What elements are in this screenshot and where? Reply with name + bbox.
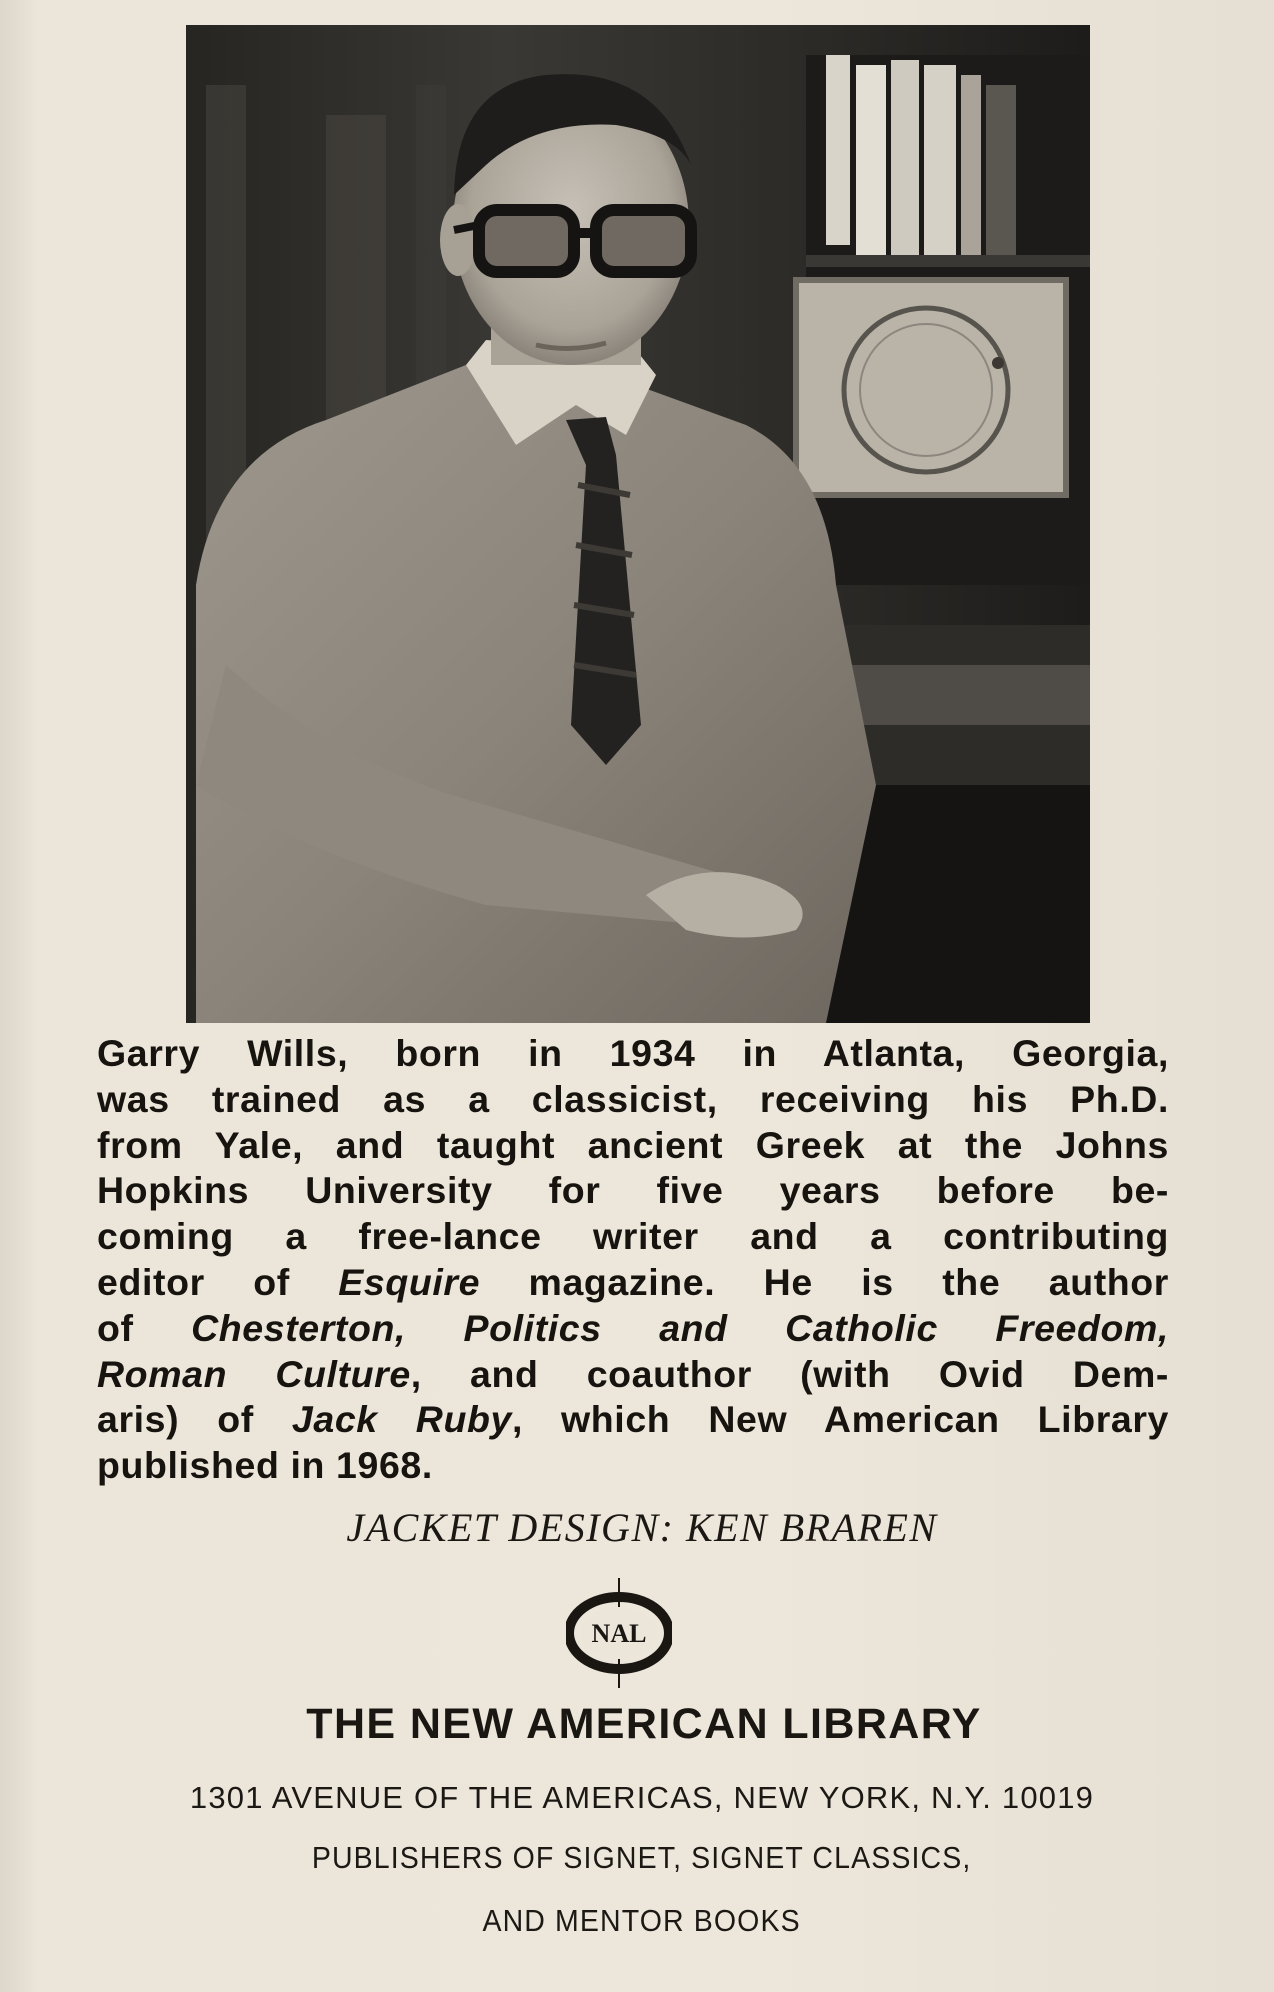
bio-text: published in 1968. [97,1444,433,1487]
bio-line [97,1443,1169,1489]
author-bio [97,1031,1169,1489]
author-portrait-image [186,25,1090,1023]
jacket-design-credit: JACKET DESIGN: KEN BRAREN [346,1505,938,1550]
bio-line [97,1123,1169,1169]
bio-line [97,1306,1169,1352]
bio-line [97,1031,1169,1077]
bio-text: Hopkins University for five years before be- [97,1169,1169,1212]
bio-title-italic: Esquire [338,1260,481,1303]
publisher-imprints-line2: AND MENTOR BOOKS [482,1903,801,1938]
bio-text: coming a free-lance writer and a contributing [97,1215,1169,1258]
bio-text: from Yale, and taught ancient Greek at the Johns [97,1123,1169,1166]
bio-text: aris) of [97,1398,292,1441]
bio-text: of [97,1306,192,1349]
bio-text: Garry Wills, born in 1934 in Atlanta, Georgia, [97,1032,1169,1074]
bio-title-italic: Jack Ruby [291,1398,512,1441]
bio-text: , and coauthor (with Ovid Dem- [410,1352,1170,1395]
publisher-address: 1301 AVENUE OF THE AMERICAS, NEW YORK, N.Y. 10019 [189,1780,1095,1815]
bio-line [97,1077,1169,1123]
author-photo [186,25,1090,1023]
bio-text: editor of [97,1260,339,1303]
bio-line [97,1397,1169,1443]
bio-text: magazine. He is the author [480,1260,1169,1303]
bio-line [97,1260,1169,1306]
publisher-imprints-line1: PUBLISHERS OF SIGNET, SIGNET CLASSICS, [311,1840,972,1875]
bio-title-italic: Roman Culture [97,1352,411,1395]
bio-line [97,1168,1169,1214]
publisher-name: THE NEW AMERICAN LIBRARY [306,1700,982,1748]
nal-logo [566,1578,672,1688]
bio-line [97,1352,1169,1398]
bio-text: was trained as a classicist, receiving his Ph.D. [97,1077,1169,1120]
nal-logo-text: NAL [591,1619,647,1648]
bio-title-italic: Chesterton, Politics and Catholic Freedom, [191,1306,1169,1349]
bio-line [97,1214,1169,1260]
bio-text: , which New American Library [511,1398,1170,1441]
